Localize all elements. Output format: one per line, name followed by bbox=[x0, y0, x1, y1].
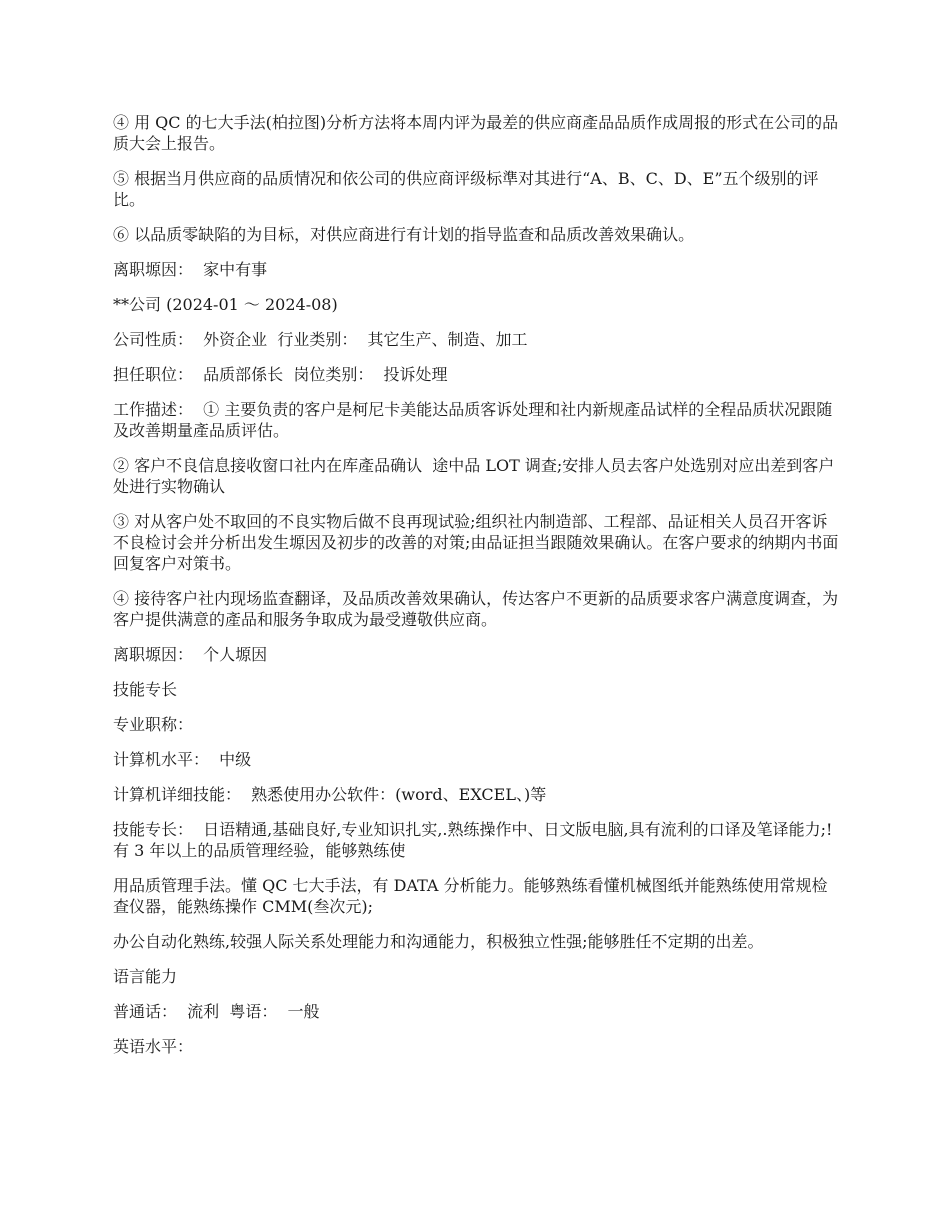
professional-title: 专业职称： bbox=[113, 715, 194, 734]
language-mandarin-cantonese: 普通话： 流利 粤语： 一般 bbox=[113, 1002, 320, 1021]
position-held: 担任职位： 品质部係长 岗位类别： 投诉处理 bbox=[113, 365, 448, 384]
paragraph-zero-defect-goal: ⑥ 以品质零缺陷的为目标，对供应商进行有计划的指导监查和品质改善效果确认。 bbox=[113, 225, 695, 244]
leaving-reason-1: 离职塬因： 家中有事 bbox=[113, 260, 268, 279]
section-heading-skills: 技能专长 bbox=[113, 680, 178, 699]
document-body bbox=[113, 112, 843, 1071]
paragraph-defect-reproduction: ③ 对从客户处不取回的不良实物后做不良再现试验;组织社内制造部、工程部、品证相关人员召开客诉不良检讨会并分析出发生塬因及初步的改善的对策;由品证担当跟随效果确认。在客户要求的纳期内书面回复客户对策书。 bbox=[113, 512, 839, 573]
section-heading-language: 语言能力 bbox=[113, 967, 178, 986]
skills-quality-methods: 用品质管理手法。懂 QC 七大手法，有 DATA 分析能力。能够熟练看懂机械图纸并能熟练使用常规检查仪器，能熟练操作 CMM(叁次元); bbox=[113, 876, 828, 916]
computer-skills-detail: 计算机详细技能： 熟悉使用办公软件：(word、EXCEL、)等 bbox=[113, 785, 547, 804]
paragraph-supplier-rating: ⑤ 根据当月供应商的品质情况和依公司的供应商评级标準对其进行“A、B、C、D、E”五个级别的评比。 bbox=[113, 169, 819, 209]
skills-specialty: 技能专长： 日语精通,基础良好,专业知识扎实,.熟练操作中、日文版电脑,具有流利的口译及笔译能力;!有 3 年以上的品质管理经验，能够熟练使 bbox=[113, 820, 833, 860]
paragraph-customer-defect-info: ② 客户不良信息接收窗口社内在库產品确认 途中品 LOT 调查;安排人员去客户处选别对应出差到客户处进行实物确认 bbox=[113, 456, 835, 496]
job-description: 工作描述： ① 主要负责的客户是柯尼卡美能达品质客诉处理和社内新规產品试样的全程品质状况跟随及改善期量產品质评估。 bbox=[113, 400, 833, 440]
paragraph-qc-weekly-report: ④ 用 QC 的七大手法(柏拉图)分析方法将本周内评为最差的供应商產品品质作成周报的形式在公司的品质大会上报告。 bbox=[113, 113, 839, 153]
leaving-reason-2: 离职塬因： 个人塬因 bbox=[113, 645, 268, 664]
company-nature: 公司性质： 外资企业 行业类别： 其它生产、制造、加工 bbox=[113, 330, 528, 349]
company-heading: **公司 (2024-01 ～ 2024-08) bbox=[113, 295, 338, 314]
computer-level: 计算机水平： 中级 bbox=[113, 750, 252, 769]
language-english: 英语水平： bbox=[113, 1037, 194, 1056]
skills-office-automation: 办公自动化熟练,较强人际关系处理能力和沟通能力，积极独立性强;能够胜任不定期的出差。 bbox=[113, 932, 764, 951]
paragraph-customer-audit: ④ 接待客户社内现场监查翻译，及品质改善效果确认，传达客户不更新的品质要求客户满意度调查，为客户提供满意的產品和服务争取成为最受遵敬供应商。 bbox=[113, 589, 839, 629]
